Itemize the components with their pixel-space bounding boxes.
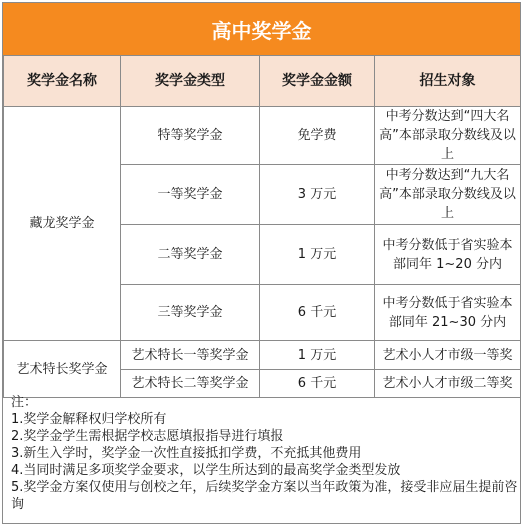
header-row xyxy=(4,56,521,107)
table-row xyxy=(4,341,521,370)
row-type: 一等奖学金 xyxy=(121,165,260,225)
row-amount: 6 千元 xyxy=(260,285,375,341)
row-target: 中考分数低于省实验本部同年 21~30 分内 xyxy=(375,285,521,341)
group-name: 艺术特长奖学金 xyxy=(4,341,121,398)
header-name: 奖学金名称 xyxy=(4,56,121,107)
row-type: 三等奖学金 xyxy=(121,285,260,341)
notes-section xyxy=(3,394,520,513)
row-amount: 6 千元 xyxy=(260,370,375,398)
scholarship-table xyxy=(3,55,521,398)
group-name: 藏龙奖学金 xyxy=(4,107,121,341)
row-type: 二等奖学金 xyxy=(121,225,260,285)
row-amount: 免学费 xyxy=(260,107,375,165)
row-type: 特等奖学金 xyxy=(121,107,260,165)
note-item: 5.奖学金方案仅使用与创校之年，后续奖学金方案以当年政策为准，接受非应届生提前咨询 xyxy=(11,480,518,512)
row-amount: 3 万元 xyxy=(260,165,375,225)
row-amount: 1 万元 xyxy=(260,225,375,285)
row-type: 艺术特长二等奖学金 xyxy=(121,370,260,398)
table-row xyxy=(4,107,521,165)
header-amount: 奖学金金额 xyxy=(260,56,375,107)
row-target: 艺术小人才市级一等奖 xyxy=(375,341,521,370)
row-amount: 1 万元 xyxy=(260,341,375,370)
row-target: 中考分数达到“四大名高”本部录取分数线及以上 xyxy=(375,107,521,165)
header-type: 奖学金类型 xyxy=(121,56,260,107)
notes-heading: 注： xyxy=(11,395,38,410)
table-title: 高中奖学金 xyxy=(3,3,520,55)
note-item: 3.新生入学时，奖学金一次性直接抵扣学费，不充抵其他费用 xyxy=(11,446,362,461)
row-target: 中考分数低于省实验本部同年 1~20 分内 xyxy=(375,225,521,285)
note-item: 4.当同时满足多项奖学金要求，以学生所达到的最高奖学金类型发放 xyxy=(11,463,401,478)
row-type: 艺术特长一等奖学金 xyxy=(121,341,260,370)
note-item: 1.奖学金解释权归学校所有 xyxy=(11,412,167,427)
row-target: 艺术小人才市级二等奖 xyxy=(375,370,521,398)
note-item: 2.奖学金学生需根据学校志愿填报指导进行填报 xyxy=(11,429,284,444)
header-target: 招生对象 xyxy=(375,56,521,107)
row-target: 中考分数达到“九大名高”本部录取分数线及以上 xyxy=(375,165,521,225)
